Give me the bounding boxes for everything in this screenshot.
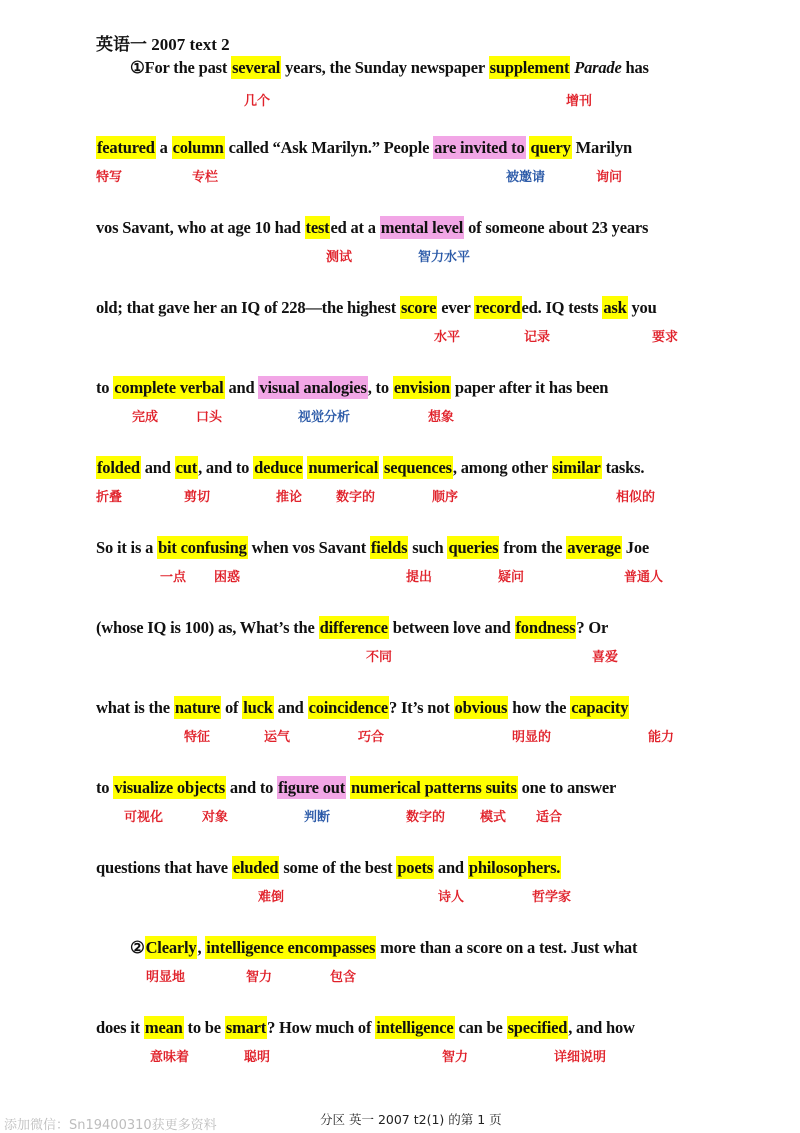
highlighted-term: intelligence encompasses <box>206 938 376 957</box>
text-span: tasks. <box>601 458 645 477</box>
chinese-annotation: 明显的 <box>512 730 552 745</box>
chinese-annotation: 几个 <box>244 94 271 109</box>
highlighted-term: coincidence <box>308 698 388 717</box>
text-span: more than a score on a test. Just what <box>376 938 638 957</box>
text-span: ? How much of <box>267 1018 376 1037</box>
text-line <box>96 1018 635 1038</box>
text-span: ever <box>437 298 475 317</box>
text-span: ? Or <box>576 618 609 637</box>
text-span: , and how <box>568 1018 635 1037</box>
highlighted-term: bit confusing <box>158 538 247 557</box>
text-line <box>96 298 657 318</box>
highlighted-term: average <box>567 538 621 557</box>
chinese-annotation: 难倒 <box>258 890 285 905</box>
text-span: , and to <box>198 458 254 477</box>
highlighted-term: are invited to <box>434 138 525 157</box>
chinese-annotation: 专栏 <box>192 170 219 185</box>
text-span: paper after it has been <box>450 378 609 397</box>
chinese-annotation: 意味着 <box>150 1050 190 1065</box>
chinese-annotation: 巧合 <box>358 730 385 745</box>
text-span: and to <box>226 778 278 797</box>
text-span: of <box>221 698 243 717</box>
text-line <box>96 538 649 558</box>
highlighted-term: query <box>530 138 571 157</box>
text-span: to be <box>183 1018 225 1037</box>
chinese-annotation: 疑问 <box>498 570 525 585</box>
text-span: one to answer <box>517 778 617 797</box>
highlighted-term: deduce <box>254 458 303 477</box>
chinese-annotation: 适合 <box>536 810 563 825</box>
highlighted-term: specified <box>507 1018 568 1037</box>
text-span: and <box>273 698 308 717</box>
highlighted-term: fields <box>370 538 408 557</box>
highlighted-term: mental level <box>380 218 464 237</box>
chinese-annotation: 困惑 <box>214 570 241 585</box>
text-span: , to <box>367 378 393 397</box>
chinese-annotation: 不同 <box>366 650 393 665</box>
chinese-annotation: 哲学家 <box>532 890 572 905</box>
text-span: what is the <box>96 698 174 717</box>
chinese-annotation: 要求 <box>652 330 679 345</box>
chinese-annotation: 普通人 <box>624 570 664 585</box>
text-line <box>130 58 649 78</box>
highlighted-term: record <box>475 298 521 317</box>
highlighted-term: obvious <box>454 698 508 717</box>
text-span: old; that gave her an IQ of 228—the highest <box>96 298 400 317</box>
text-line <box>96 618 608 638</box>
chinese-annotation: 记录 <box>524 330 551 345</box>
chinese-annotation: 智力 <box>442 1050 469 1065</box>
highlighted-term: similar <box>552 458 601 477</box>
highlighted-term: several <box>232 58 281 77</box>
text-span: Parade <box>574 58 622 77</box>
highlighted-term: cut <box>175 458 198 477</box>
text-span: (whose IQ is 100) as, What’s the <box>96 618 319 637</box>
chinese-annotation: 水平 <box>434 330 461 345</box>
text-span: and <box>140 458 175 477</box>
chinese-annotation: 顺序 <box>432 490 459 505</box>
text-span: how the <box>508 698 571 717</box>
chinese-annotation: 提出 <box>406 570 433 585</box>
text-span: some of the best <box>279 858 397 877</box>
text-line <box>96 778 616 798</box>
chinese-annotation: 特写 <box>96 170 123 185</box>
highlighted-term: philosophers. <box>468 858 561 877</box>
chinese-annotation: 想象 <box>428 410 455 425</box>
text-span: between love and <box>388 618 515 637</box>
text-span: vos Savant, who at age 10 had <box>96 218 305 237</box>
chinese-annotation: 询问 <box>596 170 623 185</box>
chinese-annotation: 测试 <box>326 250 353 265</box>
text-span: a <box>155 138 172 157</box>
text-span: such <box>408 538 448 557</box>
highlighted-term: folded <box>97 458 140 477</box>
highlighted-term: test <box>305 218 330 237</box>
chinese-annotation: 对象 <box>202 810 229 825</box>
text-span: has <box>621 58 649 77</box>
highlighted-term: featured <box>97 138 155 157</box>
highlighted-term: figure out <box>278 778 346 797</box>
text-span: ed at a <box>330 218 380 237</box>
highlighted-term: Clearly <box>145 938 197 957</box>
highlighted-term: intelligence <box>376 1018 454 1037</box>
page-footer: 分区 英一 2007 t2(1) 的第 1 页 <box>320 1112 502 1127</box>
text-span: , <box>197 938 206 957</box>
text-span: ? It’s not <box>388 698 454 717</box>
chinese-annotation: 详细说明 <box>554 1050 607 1065</box>
chinese-annotation: 一点 <box>160 570 187 585</box>
text-span: called “Ask Marilyn.” People <box>224 138 434 157</box>
chinese-annotation: 视觉分析 <box>298 410 351 425</box>
highlighted-term: supplement <box>489 58 570 77</box>
text-span: ①For the past <box>130 58 232 77</box>
chinese-annotation: 相似的 <box>616 490 656 505</box>
chinese-annotation: 聪明 <box>244 1050 271 1065</box>
highlighted-term: mean <box>144 1018 183 1037</box>
chinese-annotation: 能力 <box>648 730 675 745</box>
highlighted-term: nature <box>174 698 221 717</box>
text-line <box>96 858 561 878</box>
chinese-annotation: 特征 <box>184 730 211 745</box>
text-span: Joe <box>621 538 650 557</box>
text-span: and <box>433 858 468 877</box>
text-line <box>96 218 648 238</box>
highlighted-term: sequences <box>384 458 452 477</box>
chinese-annotation: 数字的 <box>336 490 376 505</box>
watermark-text: 添加微信：Sn19400310获更多资料 <box>4 1118 217 1133</box>
text-span: when vos Savant <box>247 538 370 557</box>
chinese-annotation: 被邀请 <box>506 170 546 185</box>
text-span: to <box>96 378 114 397</box>
text-span: So it is a <box>96 538 158 557</box>
text-span: and <box>224 378 259 397</box>
highlighted-term: poets <box>397 858 433 877</box>
text-line <box>96 378 608 398</box>
chinese-annotation: 包含 <box>330 970 357 985</box>
highlighted-term: eluded <box>232 858 279 877</box>
text-span: ed. IQ tests <box>521 298 603 317</box>
text-line <box>96 138 632 158</box>
text-line <box>130 938 637 958</box>
text-span: ② <box>130 938 145 957</box>
highlighted-term: luck <box>243 698 273 717</box>
text-span: , among other <box>452 458 552 477</box>
chinese-annotation: 明显地 <box>146 970 186 985</box>
chinese-annotation: 完成 <box>132 410 159 425</box>
text-span: to <box>96 778 114 797</box>
chinese-annotation: 增刊 <box>566 94 593 109</box>
highlighted-term: envision <box>393 378 450 397</box>
text-span: years, the Sunday newspaper <box>281 58 489 77</box>
highlighted-term: score <box>400 298 437 317</box>
highlighted-term: column <box>172 138 224 157</box>
chinese-annotation: 口头 <box>196 410 223 425</box>
text-line <box>96 698 629 718</box>
text-span: you <box>627 298 657 317</box>
highlighted-term: smart <box>225 1018 267 1037</box>
highlighted-term: visualize objects <box>114 778 225 797</box>
chinese-annotation: 判断 <box>304 810 331 825</box>
highlighted-term: complete verbal <box>114 378 224 397</box>
chinese-annotation: 数字的 <box>406 810 446 825</box>
text-span: of someone about 23 years <box>464 218 649 237</box>
highlighted-term: difference <box>319 618 388 637</box>
chinese-annotation: 诗人 <box>438 890 465 905</box>
highlighted-term: visual analogies <box>259 378 367 397</box>
chinese-annotation: 智力 <box>246 970 273 985</box>
text-line <box>96 458 644 478</box>
text-span: can be <box>454 1018 507 1037</box>
chinese-annotation: 运气 <box>264 730 291 745</box>
chinese-annotation: 剪切 <box>184 490 211 505</box>
highlighted-term: capacity <box>571 698 629 717</box>
chinese-annotation: 推论 <box>276 490 303 505</box>
text-span: does it <box>96 1018 144 1037</box>
chinese-annotation: 可视化 <box>124 810 164 825</box>
chinese-annotation: 喜爱 <box>592 650 619 665</box>
text-span: questions that have <box>96 858 232 877</box>
chinese-annotation: 智力水平 <box>418 250 471 265</box>
highlighted-term: numerical patterns suits <box>350 778 517 797</box>
highlighted-term: fondness <box>515 618 576 637</box>
chinese-annotation: 折叠 <box>96 490 123 505</box>
highlighted-term: ask <box>603 298 627 317</box>
document-title: 英语一 2007 text 2 <box>96 35 230 54</box>
chinese-annotation: 模式 <box>480 810 507 825</box>
text-span: Marilyn <box>571 138 632 157</box>
highlighted-term: numerical <box>308 458 379 477</box>
highlighted-term: queries <box>448 538 499 557</box>
text-span: from the <box>499 538 567 557</box>
